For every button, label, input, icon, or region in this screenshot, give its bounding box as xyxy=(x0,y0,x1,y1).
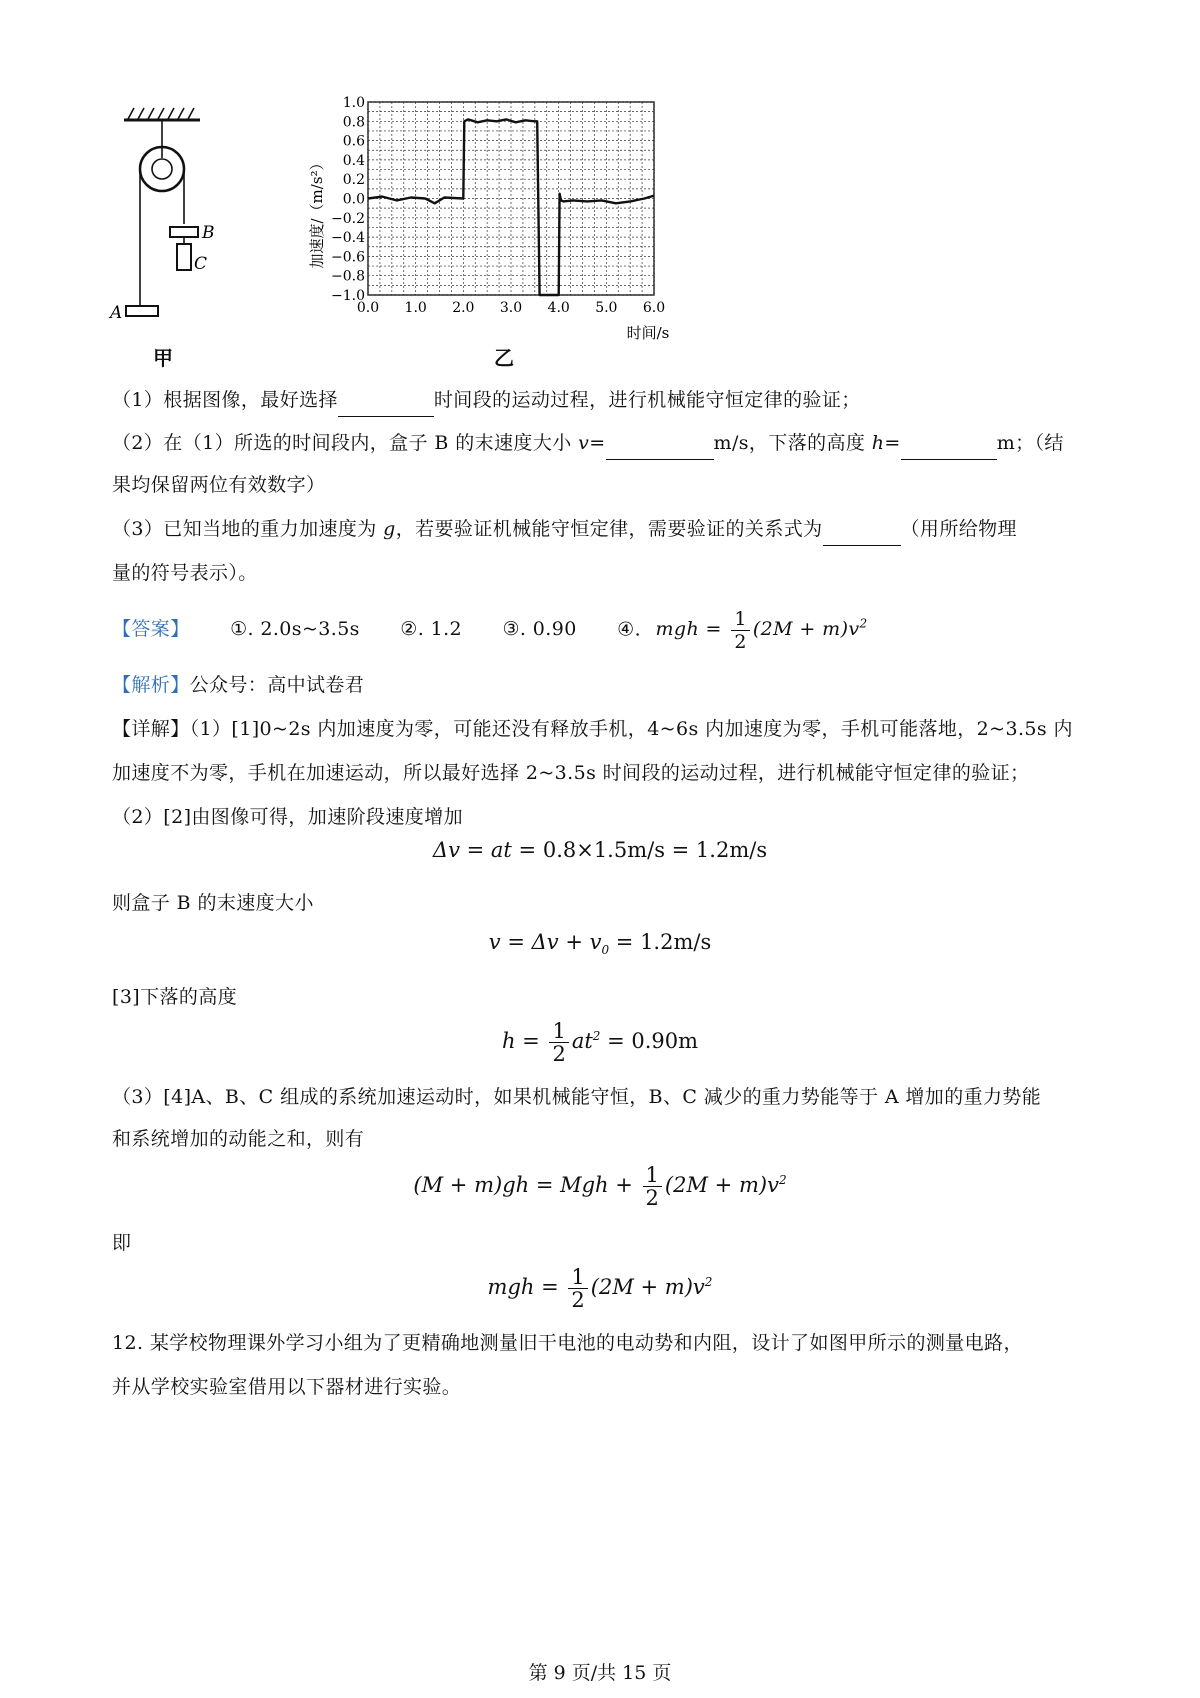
detail-p1 xyxy=(112,712,1102,746)
label-b: B xyxy=(202,223,215,243)
question-2 xyxy=(112,426,1102,460)
y-tick-label: 0.8 xyxy=(342,114,365,131)
q2-eq-2: = xyxy=(884,432,901,454)
q2-text-c: m/s，下落的高度 xyxy=(713,432,872,454)
y-tick-label: 0.4 xyxy=(342,152,365,169)
q12-line2: 并从学校实验室借用以下器材进行实验。 xyxy=(112,1376,462,1398)
x-tick-label: 3.0 xyxy=(499,300,523,316)
y-tick-label: −0.4 xyxy=(331,230,365,247)
analysis-line xyxy=(112,668,1102,702)
x-tick-label: 5.0 xyxy=(595,300,618,316)
q3-text-a: （3）已知当地的重力加速度为 xyxy=(112,518,384,540)
figure-caption-right: 乙 xyxy=(494,346,514,370)
q2-text-a: （2）在（1）所选的时间段内，盒子 B 的末速度大小 xyxy=(112,432,579,454)
detail-p2: 加速度不为零，手机在加速运动，所以最好选择 2~3.5s 时间段的运动过程，进行机械能守恒定律的验证； xyxy=(112,762,1030,784)
analysis-tag: 【解析】 xyxy=(112,674,190,696)
q1-text-b: 时间段的运动过程，进行机械能守恒定律的验证； xyxy=(433,389,861,411)
y-tick-label: −0.6 xyxy=(331,249,365,266)
equation-3: h = $\frac{1}{2}$ $at^2 = 0.90m$ xyxy=(501,1019,699,1066)
question-3 xyxy=(112,512,1102,546)
detail-p1-text: （1）[1]0~2s 内加速度为零，可能还没有释放手机，4~6s 内加速度为零，手机可能落地，2~3.5s 内 xyxy=(189,718,1073,740)
question-3-line2: 量的符号表示）。 xyxy=(112,562,258,584)
x-tick-label: 4.0 xyxy=(547,300,570,316)
y-tick-label: 0.0 xyxy=(342,191,365,208)
page-footer: 第 9 页/共 15 页 xyxy=(528,1662,672,1684)
q2-var-h: h xyxy=(871,432,885,454)
q2-text-e: m；（结 xyxy=(996,432,1064,454)
detail-p4: 则盒子 B 的末速度大小 xyxy=(112,892,314,914)
q1-text-a: （1）根据图像，最好选择 xyxy=(112,389,338,411)
x-tick-label: 2.0 xyxy=(452,300,475,316)
answer-2: ②. 1.2 xyxy=(400,618,463,641)
q1-blank xyxy=(338,394,434,417)
q3-var-g: g xyxy=(383,518,396,540)
y-tick-label: −0.2 xyxy=(331,210,365,227)
answer-1: ①. 2.0s~3.5s xyxy=(230,618,360,641)
question-2-line2: 果均保留两位有效数字） xyxy=(112,474,326,496)
question-1 xyxy=(112,383,1102,417)
y-tick-label: −0.8 xyxy=(331,268,365,285)
detail-tag: 【详解】 xyxy=(112,718,190,740)
q3-text-c: （用所给物理 xyxy=(900,518,1017,540)
answer-4-formula: mgh = $\frac{1}{2}$ $(2M + m)v^2$ xyxy=(655,607,868,653)
detail-p3: （2）[2]由图像可得，加速阶段速度增加 xyxy=(112,806,464,828)
analysis-text: 公众号：高中试卷君 xyxy=(189,674,365,696)
equation-4: (M + m)gh = Mgh + $\frac{1}{2}$ $(2M + m)v^2$ xyxy=(413,1163,787,1210)
x-tick-label: 0.0 xyxy=(356,300,380,316)
q2-blank-h xyxy=(901,437,997,460)
figure-caption-left: 甲 xyxy=(153,346,173,370)
y-tick-label: −1.0 xyxy=(331,288,365,304)
x-tick-label: 6.0 xyxy=(642,300,666,316)
chart-xlabel: 时间/s xyxy=(626,324,670,342)
answer-line xyxy=(112,604,1102,653)
q3-blank xyxy=(823,523,901,546)
q2-var-v: v xyxy=(578,432,590,454)
answer-3: ③. 0.90 xyxy=(502,618,577,641)
label-a: A xyxy=(110,303,123,323)
answer-tag: 【答案】 xyxy=(112,618,190,641)
chart-ylabel: 加速度/（m/s²） xyxy=(308,155,326,269)
equation-1: Δv = at = 0.8×1.5m/s = 1.2m/s xyxy=(432,838,768,862)
label-c: C xyxy=(194,254,208,274)
x-tick-label: 1.0 xyxy=(404,300,427,316)
equation-2: $v = \Delta v + v_0 = 1.2m/s$ xyxy=(488,930,712,958)
q3-text-b: ，若要验证机械能守恒定律，需要验证的关系式为 xyxy=(395,518,823,540)
acceleration-chart xyxy=(308,92,750,342)
q2-eq-1: = xyxy=(589,432,606,454)
q12-line1: 12. 某学校物理课外学习小组为了更精确地测量旧干电池的电动势和内阻，设计了如图甲所示的测量电路， xyxy=(112,1332,1023,1354)
detail-p6: （3）[4]A、B、C 组成的系统加速运动时，如果机械能守恒，B、C 减少的重力势能等于 A 增加的重力势能 xyxy=(112,1086,1042,1108)
detail-p8: 即 xyxy=(112,1232,132,1254)
y-tick-label: 0.6 xyxy=(342,133,365,150)
y-tick-label: 0.2 xyxy=(342,172,365,189)
detail-p7: 和系统增加的动能之和，则有 xyxy=(112,1128,365,1150)
q2-blank-v xyxy=(606,437,714,460)
detail-p5: [3]下落的高度 xyxy=(112,986,238,1008)
figure-row xyxy=(110,92,1110,392)
pulley-diagram xyxy=(110,92,220,372)
equation-5: mgh = $\frac{1}{2}$ $(2M + m)v^2$ xyxy=(487,1265,713,1312)
y-tick-label: 1.0 xyxy=(342,95,365,111)
answer-4: ④. xyxy=(617,618,642,641)
